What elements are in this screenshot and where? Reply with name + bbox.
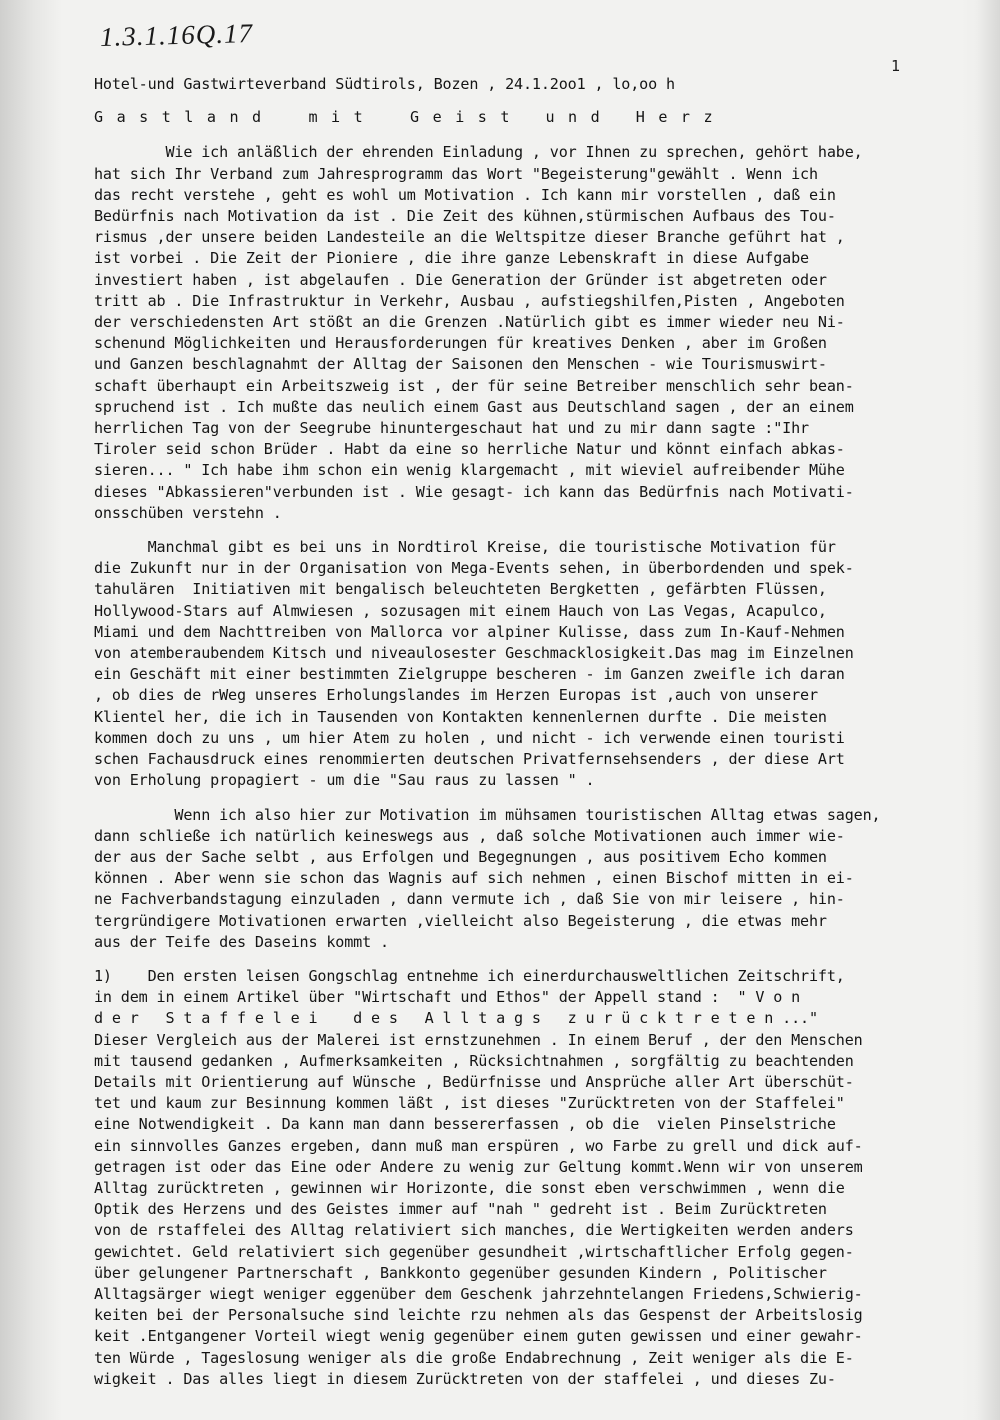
text-line: tritt ab . Die Infrastruktur in Verkehr, Ausbau , aufstiegshilfen,Pisten , Angeboten [94, 291, 845, 310]
text-line: gewichtet. Geld relativiert sich gegenüber gesundheit ,wirtschaftlicher Erfolg gegen- [94, 1242, 854, 1261]
text-line: der aus der Sache selbt , aus Erfolgen und Begegnungen , aus positivem Echo kommen [94, 847, 827, 866]
text-line: über gelungener Partnerschaft , Bankkonto gegenüber gesunden Kindern , Politischer [94, 1263, 827, 1282]
paragraph-1 [94, 142, 966, 524]
page-number: 1 [890, 57, 900, 75]
text-line: investiert haben , ist abgelaufen . Die Generation der Gründer ist abgetreten oder [94, 270, 827, 289]
text-line: können . Aber wenn sie schon das Wagnis auf sich nehmen , einen Bischof mitten in ei- [94, 869, 854, 888]
text-line: spruchend ist . Ich mußte das neulich einem Gast aus Deutschland sagen , der an einem [94, 397, 854, 416]
text-line: keiten bei der Personalsuche sind leichte rzu nehmen als das Gespenst der Arbeitslosig [94, 1306, 863, 1325]
text-line: von de rstaffelei des Alltag relativiert sich manches, die Wertigkeiten werden anders [94, 1221, 854, 1240]
text-line: hat sich Ihr Verband zum Jahresprogramm das Wort "Begeisterung"gewählt . Wenn ich [94, 164, 818, 183]
text-line: dieses "Abkassieren"verbunden ist . Wie gesagt- ich kann das Bedürfnis nach Motivati- [94, 482, 854, 501]
text-line: 1) Den ersten leisen Gongschlag entnehme ich einerdurchausweltlichen Zeitschrift, [94, 966, 845, 985]
document-header: Hotel-und Gastwirteverband Südtirols, Bozen , 24.1.2oo1 , lo,oo h [94, 75, 675, 93]
text-line: onsschüben verstehn . [94, 503, 282, 522]
text-line: von Erholung propagiert - um die "Sau raus zu lassen " . [94, 771, 595, 790]
text-line: Hollywood-Stars auf Almwiesen , sozusagen mit einem Hauch von Las Vegas, Acapulco, [94, 601, 827, 620]
text-line: von atemberaubendem Kitsch und niveaulosester Geschmacklosigkeit.Das mag im Einzelnen [94, 644, 854, 663]
text-line: Alltagsärger wiegt weniger eggenüber dem Geschenk jahrzehntelangen Friedens,Schwierig- [94, 1284, 863, 1303]
text-line: aus der Teife des Daseins kommt . [94, 932, 389, 951]
text-line: und Ganzen beschlagnahmt der Alltag der Saisonen den Menschen - wie Tourismuswirt- [94, 355, 827, 374]
text-line: kommen doch zu uns , um hier Atem zu holen , und nicht - ich verwende einen touristi [94, 728, 845, 747]
paper-sheet [62, 0, 982, 1420]
text-line: Details mit Orientierung auf Wünsche , Bedürfnisse und Ansprüche aller Art überschüt- [94, 1072, 854, 1091]
text-line: Klientel her, die ich in Tausenden von Kontakten kennenlernen durfte . Die meisten [94, 707, 827, 726]
text-line: tet und kaum zur Besinnung kommen läßt , ist dieses "Zurücktreten von der Staffelei" [94, 1094, 845, 1113]
text-line: getragen ist oder das Eine oder Andere zu wenig zur Geltung kommt.Wenn wir von unserem [94, 1157, 863, 1176]
text-line: herrlichen Tag von der Seegrube hinuntergeschaut hat und zu mir dann sagte :"Ihr [94, 419, 809, 438]
text-line: eine Notwendigkeit . Da kann man dann bessererfassen , ob die vielen Pinselstriche [94, 1115, 836, 1134]
text-line: rismus ,der unsere beiden Landesteile an die Weltspitze dieser Branche geführt hat , [94, 228, 845, 247]
text-line: ein Geschäft mit einer bestimmten Zielgruppe bescheren - im Ganzen zweifle ich daran [94, 665, 845, 684]
paragraph-3 [94, 805, 966, 953]
text-line: die Zukunft nur in der Organisation von Mega-Events sehen, in überbordenden und spek- [94, 559, 854, 578]
text-line: ne Fachverbandstagung einzuladen , dann vermute ich , daß Sie von mir leisere , hin- [94, 890, 845, 909]
text-line: Wenn ich also hier zur Motivation im mühsamen touristischen Alltag etwas sagen, [94, 805, 881, 824]
text-line: Miami und dem Nachttreiben von Mallorca vor alpiner Kulisse, dass zum In-Kauf-Nehmen [94, 622, 845, 641]
text-line: wigkeit . Das alles liegt in diesem Zurücktreten von der staffelei , und dieses Zu- [94, 1369, 836, 1388]
text-line: der verschiedensten Art stößt an die Grenzen .Natürlich gibt es immer wieder neu Ni- [94, 313, 845, 332]
paragraph-4 [94, 966, 966, 1390]
text-line: Tiroler seid schon Brüder . Habt da eine so herrliche Natur und könnt einfach abkas- [94, 440, 845, 459]
text-line: ein sinnvolles Ganzes ergeben, dann muß man erspüren , wo Farbe zu grell und dick auf- [94, 1136, 863, 1155]
text-line: keit .Entgangener Vorteil wiegt wenig gegenüber einem guten gewissen und einer gewahr- [94, 1327, 863, 1346]
text-line: sieren... " Ich habe ihm schon ein wenig klargemacht , mit wieviel aufreibender Mühe [94, 461, 845, 480]
document-title: G a s t l a n d m i t G e i s t u n d H e r z [94, 108, 715, 127]
text-line: das recht verstehe , geht es wohl um Motivation . Ich kann mir vorstellen , daß ein [94, 185, 836, 204]
handwritten-archive-note: 1.3.1.16Q.17 [99, 18, 254, 52]
text-line: tahulären Initiativen mit bengalisch beleuchteten Bergketten , gefärbten Flüssen, [94, 580, 827, 599]
text-line: schenund Möglichkeiten und Herausforderungen für kreatives Denken , aber im Großen [94, 334, 827, 353]
text-line: Dieser Vergleich aus der Malerei ist ernstzunehmen . In einem Beruf , der den Menschen [94, 1030, 863, 1049]
text-line: ist vorbei . Die Zeit der Pioniere , die ihre ganze Lebenskraft in diese Aufgabe [94, 249, 809, 268]
typed-text-body [94, 74, 966, 1390]
text-line: mit tausend gedanken , Aufmerksamkeiten , Rücksichtnahmen , sorgfältig zu beachtenden [94, 1051, 854, 1070]
text-line: Bedürfnis nach Motivation da ist . Die Zeit des kühnen,stürmischen Aufbaus des Tou- [94, 207, 836, 226]
text-line: Manchmal gibt es bei uns in Nordtirol Kreise, die touristische Motivation für [94, 538, 836, 557]
text-line: in dem in einem Artikel über "Wirtschaft und Ethos" der Appell stand : " V o n [94, 988, 801, 1007]
text-line: Alltag zurücktreten , gewinnen wir Horizonte, die sonst eben verschwimmen , wenn die [94, 1178, 845, 1197]
text-line: tergründigere Motivationen erwarten ,vielleicht also Begeisterung , die etwas mehr [94, 911, 827, 930]
text-line: schaft überhaupt ein Arbeitszweig ist , der für seine Betreiber menschlich sehr bean- [94, 376, 854, 395]
text-line: , ob dies de rWeg unseres Erholungslandes im Herzen Europas ist ,auch von unserer [94, 686, 818, 705]
paragraph-2 [94, 537, 966, 791]
text-line: d e r S t a f f e l e i d e s A l l t a g s z u r ü c k t r e t e n ..." [94, 1009, 818, 1028]
text-line: Wie ich anläßlich der ehrenden Einladung , vor Ihnen zu sprechen, gehört habe, [94, 143, 863, 162]
text-line: dann schließe ich natürlich keineswegs aus , daß solche Motivationen auch immer wie- [94, 826, 845, 845]
text-line: ten Würde , Tageslosung weniger als die große Endabrechnung , Zeit weniger als die E- [94, 1348, 854, 1367]
text-line: schen Fachausdruck eines renommierten deutschen Privatfernsehsenders , der diese Art [94, 750, 845, 769]
text-line: Optik des Herzens und des Geistes immer auf "nah " gedreht ist . Beim Zurücktreten [94, 1200, 827, 1219]
